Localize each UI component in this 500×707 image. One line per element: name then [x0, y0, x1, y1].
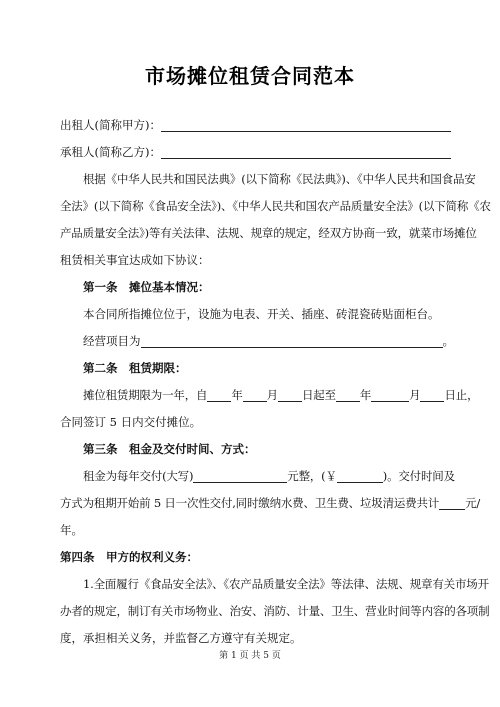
page-title: 市场摊位租赁合同范本: [145, 64, 355, 88]
rent-amount-blank: [337, 468, 383, 483]
start-day-blank: [278, 387, 302, 402]
contract-body: [60, 112, 491, 652]
intro-line-2: 全法》(以下简称《食品安全法》)、《中华人民共和国农产品质量安全法》(以下简称《农: [60, 199, 491, 213]
day-to-label: 日止，: [444, 388, 479, 402]
lessor-blank: [161, 117, 451, 132]
article-2-term-line: [60, 382, 479, 409]
term-label: 摊位租赁期限为一年，自: [83, 388, 208, 402]
article-4-heading: 第四条 甲方的权利义务：: [60, 550, 198, 564]
start-year-blank: [207, 387, 231, 402]
rent-yuan-label: 元整，(￥: [287, 469, 337, 483]
article-1-heading: 第一条 摊位基本情况：: [83, 280, 210, 294]
article-3-rent-line: [60, 463, 455, 490]
article-4-line-2: 办者的规定，制订有关市场物业、治安、消防、计量、卫生、营业时间等内容的各项制: [60, 604, 490, 618]
rent-tail: )。交付时间及: [382, 469, 455, 483]
end-month-blank: [371, 387, 409, 402]
intro-line-1: 根据《中华人民共和国民法典》(以下简称《民法典》)、《中华人民共和国食品安: [83, 172, 476, 186]
end-day-blank: [420, 387, 444, 402]
fees-unit: 元/: [465, 496, 481, 510]
project-label: 经营项目为: [83, 334, 141, 348]
year-label-1: 年: [231, 388, 243, 402]
article-2-heading: 第二条 租赁期限：: [83, 361, 187, 375]
article-3-year: 年。: [60, 523, 83, 537]
article-4-line-3: 度，承担相关义务，并监督乙方遵守有关规定。: [60, 631, 302, 645]
article-3-fees-line: [60, 490, 481, 517]
start-month-blank: [243, 387, 267, 402]
article-3-heading: 第三条 租金及交付时间、方式：: [83, 442, 256, 456]
fees-label: 方式为租期开始前 5 日一次性交付,同时缴纳水费、卫生费、垃圾清运费共计: [60, 496, 440, 510]
lessee-line: [60, 139, 442, 166]
month-label-1: 月: [266, 388, 278, 402]
lessor-label: 出租人(简称甲方)：: [60, 118, 161, 132]
year-label-2: 年: [359, 388, 372, 402]
intro-line-4: 租赁相关事宜达成如下协议：: [60, 253, 210, 267]
article-1-project-line: [60, 328, 454, 355]
article-4-line-1: 1.全面履行《食品安全法》、《农产品质量安全法》等法律、法规、规章有关市场开: [83, 577, 489, 591]
end-year-blank: [336, 387, 360, 402]
rent-words-blank: [193, 468, 287, 483]
article-2-delivery: 合同签订 5 日内交付摊位。: [60, 415, 202, 429]
lessee-blank: [161, 144, 451, 159]
project-blank: [141, 333, 443, 348]
article-1-location: 本合同所指摊位位于，设施为电表、开关、插座、砖混瓷砖贴面柜台。: [83, 307, 440, 321]
page-number: 第 1 页 共 5 页: [219, 651, 281, 661]
lessor-line: [60, 112, 442, 139]
rent-label: 租金为每年交付(大写): [83, 469, 194, 483]
intro-line-3: 产品质量安全法》)等有关法律、法规、规章的规定，经双方协商一致，就菜市场摊位: [60, 226, 477, 240]
project-end: 。: [442, 334, 454, 348]
day-from-label: 日起至: [301, 388, 336, 402]
fees-blank: [439, 495, 465, 510]
lessee-label: 承租人(简称乙方)：: [60, 145, 161, 159]
month-label-2: 月: [409, 388, 421, 402]
